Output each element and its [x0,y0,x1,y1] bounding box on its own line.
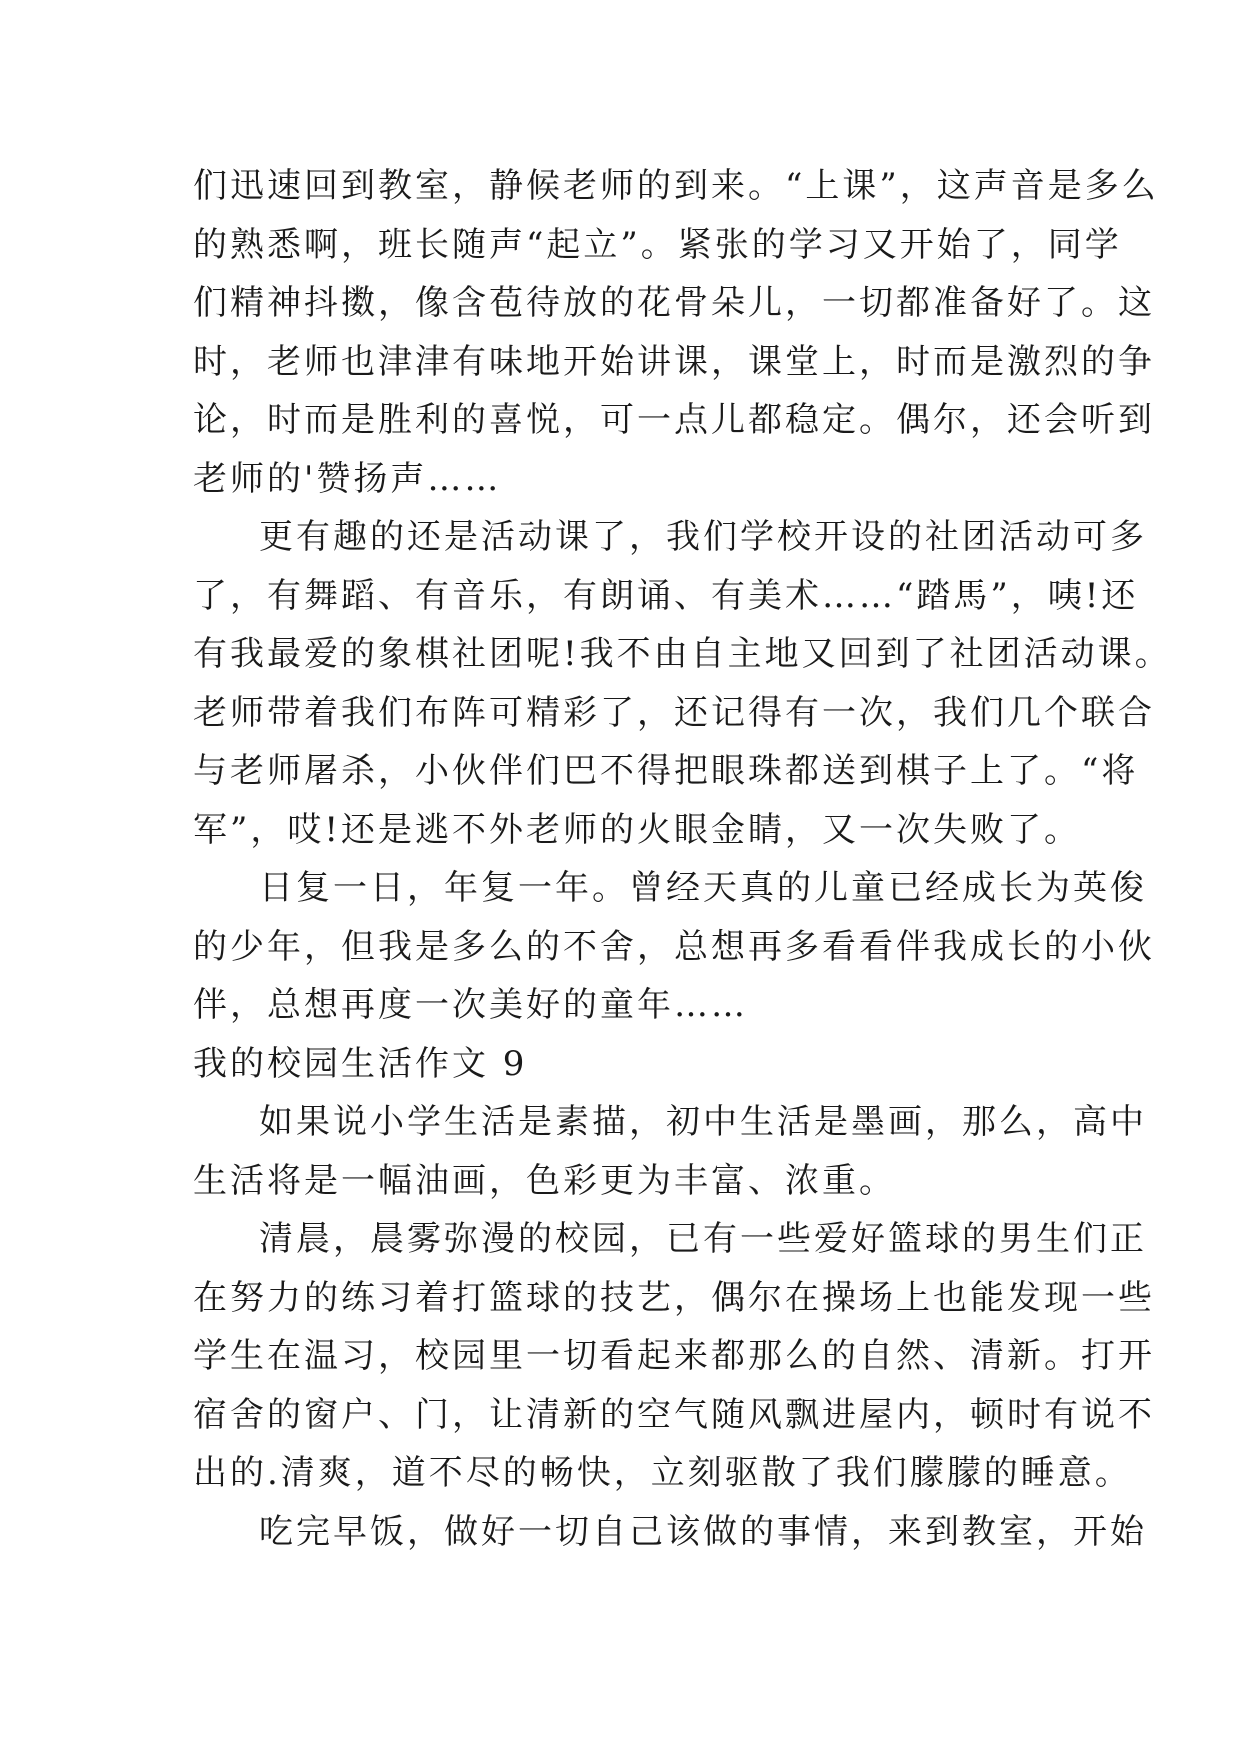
text-line: 出的.清爽，道不尽的畅快，立刻驱散了我们朦朦的睡意。 [193,1453,1132,1493]
text-line: 与老师屠杀，小伙伴们巴不得把眼珠都送到棋子上了。“将 [193,751,1139,791]
text-line: 的少年，但我是多么的不舍，总想再多看看伴我成长的小伙 [193,926,1155,967]
text-line: 军”，哎!还是逃不外老师的火眼金睛，又一次失败了。 [193,809,1082,850]
text-line: 吃完早饭，做好一切自己该做的事情，来到教室，开始 [259,1511,1147,1552]
text-line: 伴，总想再度一次美好的童年…… [193,985,748,1025]
text-line: 了，有舞蹈、有音乐，有朗诵、有美术……“踏馬”，咦!还 [193,575,1139,616]
text-line: 老师带着我们布阵可精彩了，还记得有一次，我们几个联合 [193,692,1155,733]
text-line: 老师的'赞扬声…… [193,458,502,499]
text-line: 日复一日，年复一年。曾经天真的儿童已经成长为英俊 [259,868,1147,908]
text-line: 时，老师也津津有味地开始讲课，课堂上，时而是激烈的争 [193,341,1155,382]
section-heading: 我的校园生活作文 9 [193,1043,528,1084]
text-line: 的熟悉啊，班长随声“起立”。紧张的学习又开始了，同学 [193,224,1122,265]
text-line: 清晨，晨雾弥漫的校园，已有一些爱好篮球的男生们正 [259,1219,1147,1259]
text-line: 宿舍的窗户、门，让清新的空气随风飘进屋内，顿时有说不 [193,1394,1155,1435]
text-line: 们精神抖擞，像含苞待放的花骨朵儿，一切都准备好了。这 [193,283,1155,323]
text-line: 如果说小学生活是素描，初中生活是墨画，那么，高中 [259,1102,1147,1142]
text-line: 们迅速回到教室，静候老师的到来。“上课”，这声音是多么 [193,166,1159,206]
text-line: 论，时而是胜利的喜悦，可一点儿都稳定。偶尔，还会听到 [193,400,1155,440]
text-line: 在努力的练习着打篮球的技艺，偶尔在操场上也能发现一些 [193,1277,1155,1318]
text-line: 生活将是一幅油画，色彩更为丰富、浓重。 [193,1160,896,1201]
text-line: 学生在温习，校园里一切看起来都那么的自然、清新。打开 [193,1336,1155,1376]
text-line: 更有趣的还是活动课了，我们学校开设的社团活动可多 [259,517,1147,557]
text-line: 有我最爱的象棋社团呢!我不由自主地又回到了社团活动课。 [193,634,1172,674]
document-body [193,157,1172,1561]
